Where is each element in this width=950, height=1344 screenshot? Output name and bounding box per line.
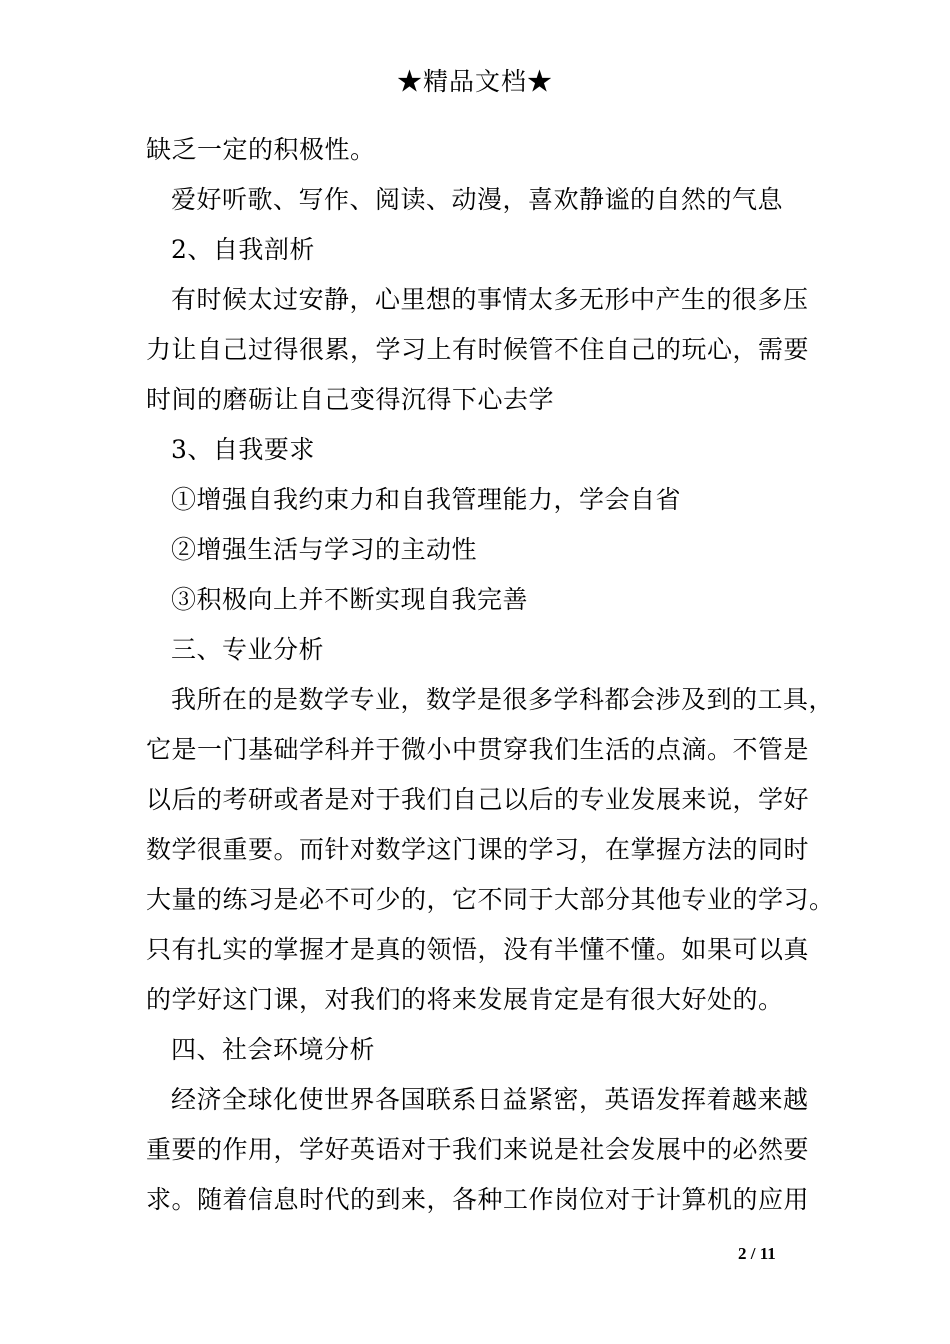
list-item-2: ②增强生活与学习的主动性 bbox=[171, 535, 478, 564]
list-item-1: ①增强自我约束力和自我管理能力，学会自省 bbox=[171, 485, 682, 514]
text-line-21: 重要的作用，学好英语对于我们来说是社会发展中的必然要 bbox=[146, 1135, 810, 1164]
text-line-15: 数学很重要。而针对数学这门课的学习，在掌握方法的同时 bbox=[146, 835, 810, 864]
text-line-22: 求。随着信息时代的到来，各种工作岗位对于计算机的应用 bbox=[146, 1185, 810, 1214]
text-line-6: 时间的磨砺让自己变得沉得下心去学 bbox=[146, 385, 555, 414]
text-line-18: 的学好这门课，对我们的将来发展肯定是有很大好处的。 bbox=[146, 985, 784, 1014]
text-line-13: 它是一门基础学科并于微小中贯穿我们生活的点滴。不管是 bbox=[146, 735, 810, 764]
text-line-16: 大量的练习是必不可少的，它不同于大部分其他专业的学习。 bbox=[146, 885, 835, 914]
text-line-1: 缺乏一定的积极性。 bbox=[146, 135, 376, 164]
document-body bbox=[146, 125, 835, 1225]
section-heading-self-requirements: 3、自我要求 bbox=[171, 435, 315, 464]
text-line-14: 以后的考研或者是对于我们自己以后的专业发展来说，学好 bbox=[146, 785, 810, 814]
text-line-17: 只有扎实的掌握才是真的领悟，没有半懂不懂。如果可以真 bbox=[146, 935, 810, 964]
text-line-2: 爱好听歌、写作、阅读、动漫，喜欢静谧的自然的气息 bbox=[171, 185, 784, 214]
text-line-4: 有时候太过安静，心里想的事情太多无形中产生的很多压 bbox=[171, 285, 809, 314]
list-item-3: ③积极向上并不断实现自我完善 bbox=[171, 585, 529, 614]
page-number: 2 / 11 bbox=[738, 1244, 776, 1263]
section-heading-self-analysis: 2、自我剖析 bbox=[171, 235, 315, 264]
section-heading-major-analysis: 三、专业分析 bbox=[171, 635, 325, 664]
text-line-12: 我所在的是数学专业，数学是很多学科都会涉及到的工具， bbox=[171, 685, 835, 714]
text-line-5: 力让自己过得很累，学习上有时候管不住自己的玩心，需要 bbox=[146, 335, 810, 364]
section-heading-social-environment: 四、社会环境分析 bbox=[171, 1035, 376, 1064]
page-header-title: ★精品文档★ bbox=[396, 67, 553, 96]
text-line-20: 经济全球化使世界各国联系日益紧密，英语发挥着越来越 bbox=[171, 1085, 809, 1114]
